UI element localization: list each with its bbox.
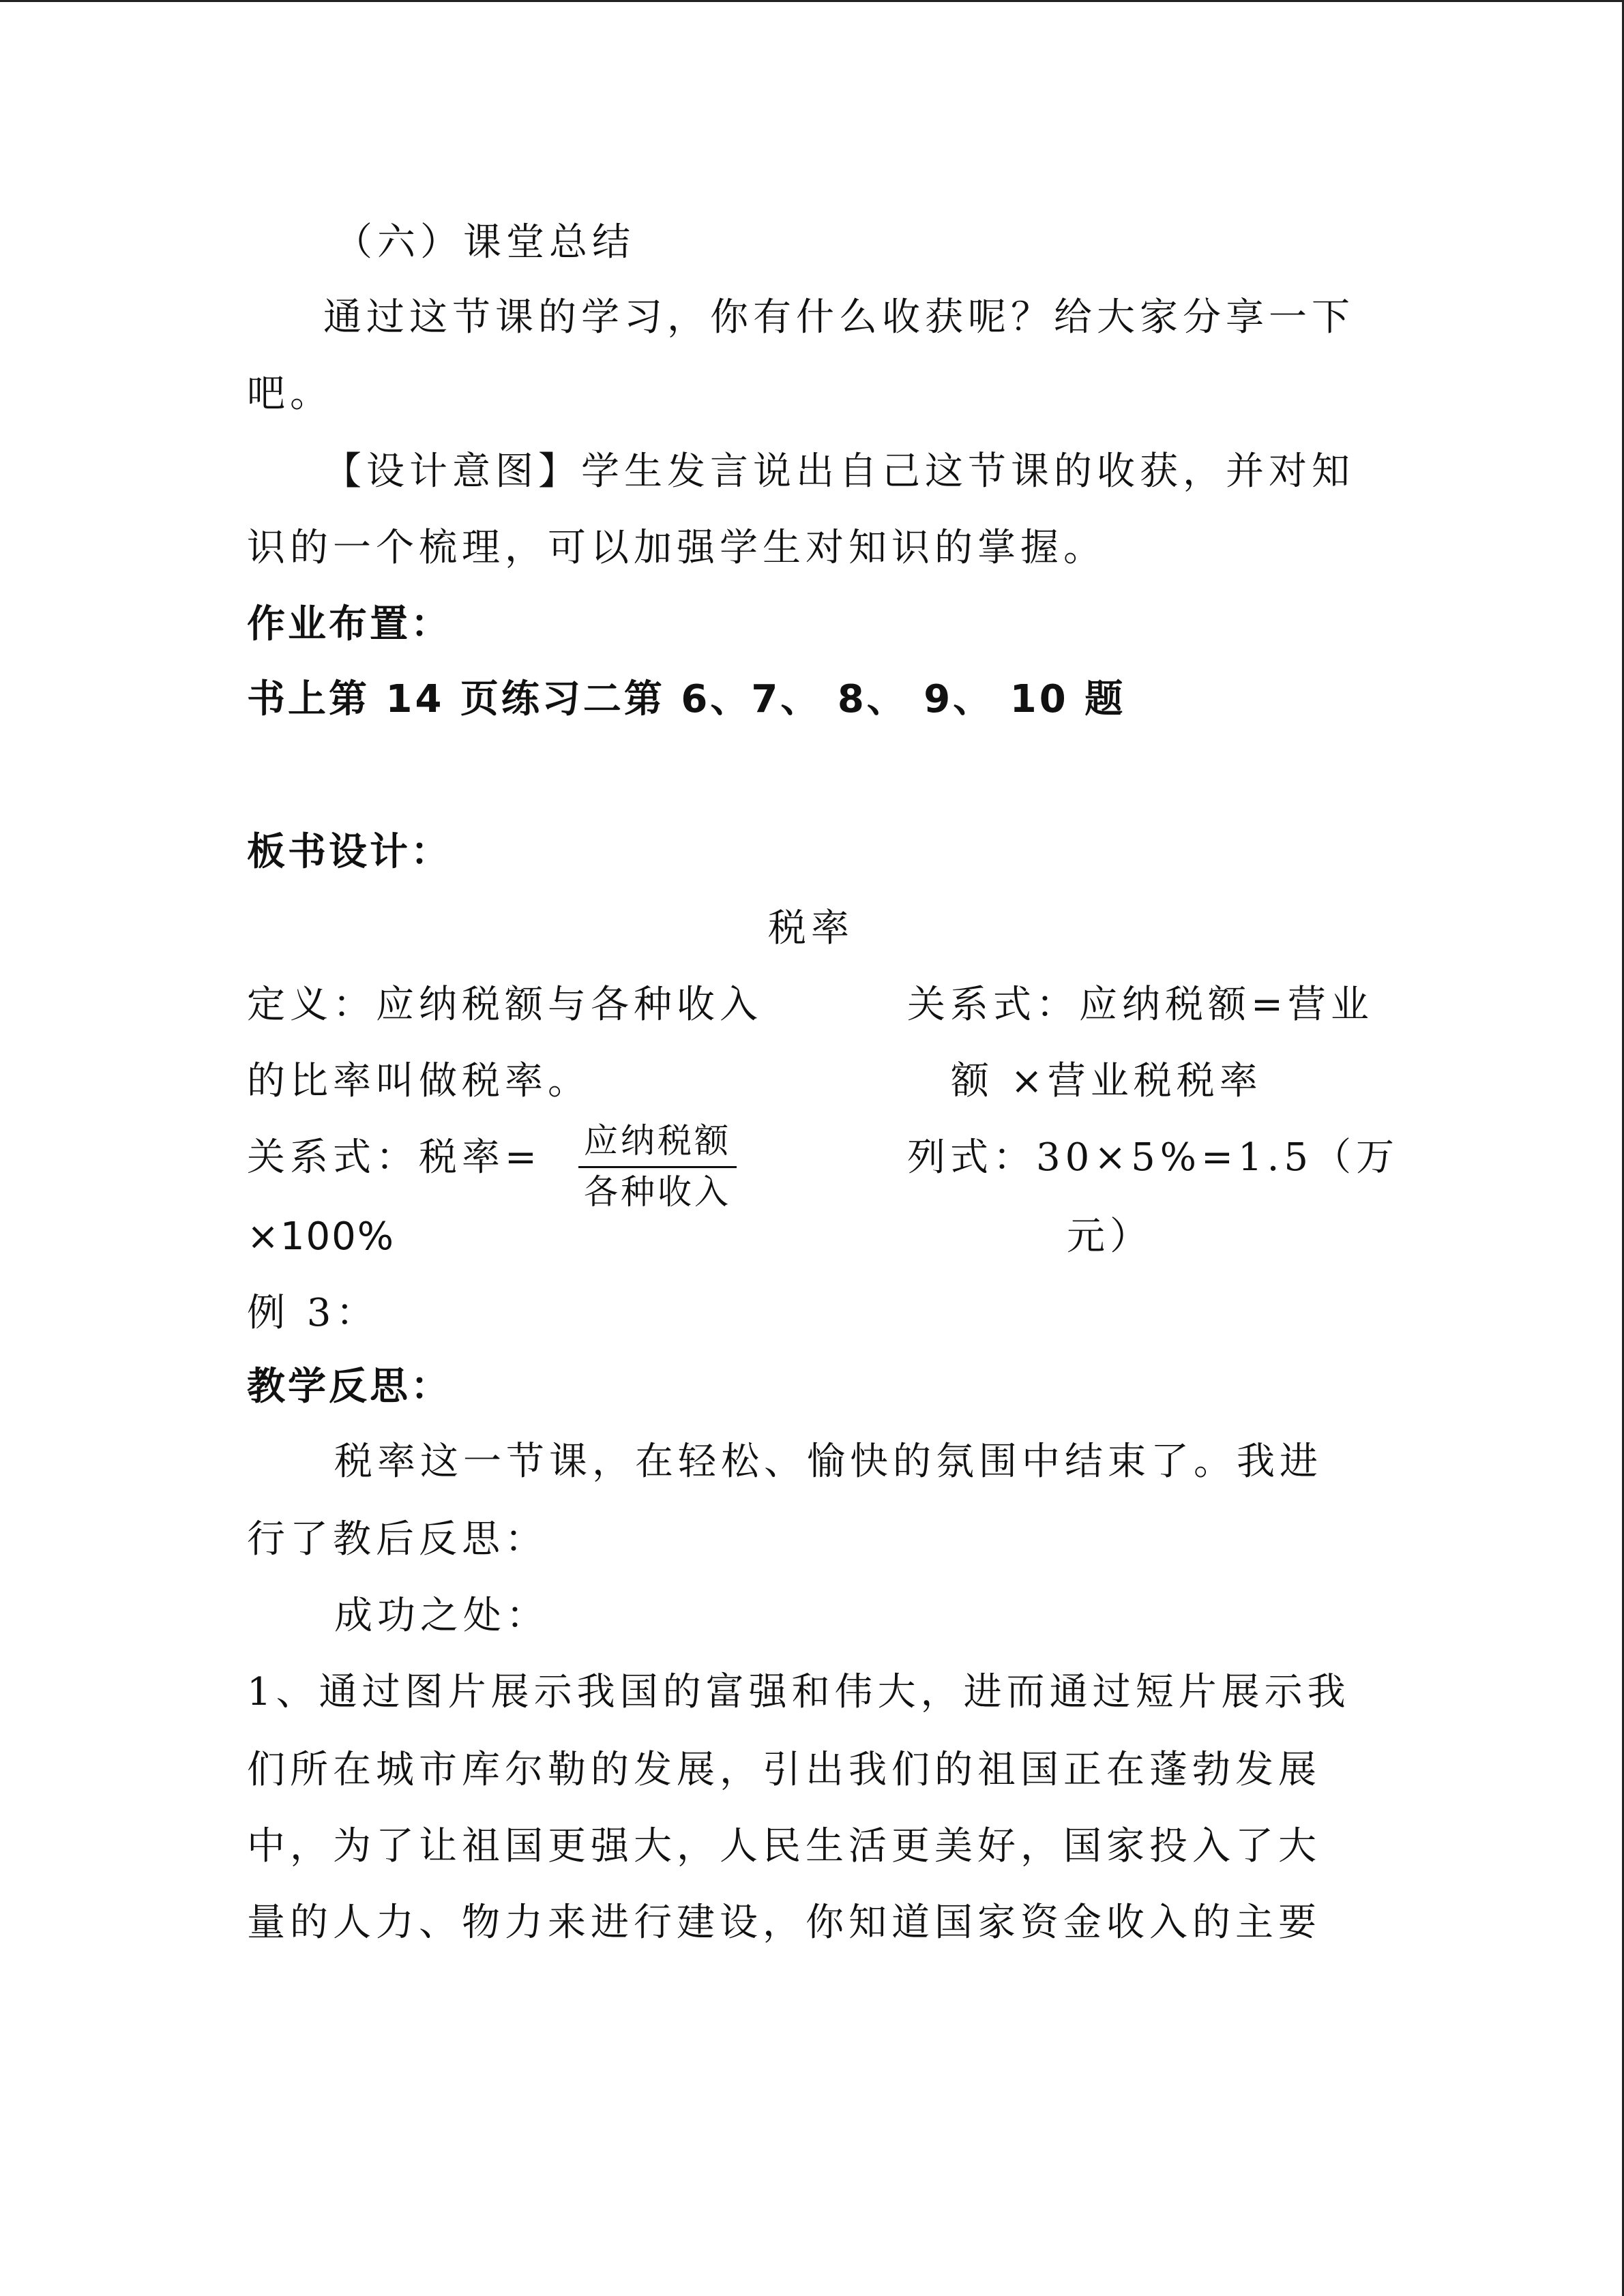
fraction-bar (578, 1166, 737, 1168)
board-definition-line2: 的比率叫做税率。 (247, 1059, 591, 1103)
board-calculation-line1: 列式：30×5%=1.5（万 (907, 1135, 1399, 1180)
reflection-intro-line2: 行了教后反思： (247, 1517, 548, 1562)
design-intent-line1: 【设计意图】学生发言说出自己这节课的收获，并对知 (323, 449, 1355, 494)
board-design-title: 板书设计： (247, 830, 452, 874)
board-formula-prefix: 关系式：税率= (247, 1135, 542, 1180)
board-topic: 税率 (768, 906, 854, 951)
fraction-denominator: 各种收入 (584, 1172, 731, 1212)
reflection-intro-line1: 税率这一节课，在轻松、愉快的氛围中结束了。我进 (334, 1440, 1323, 1484)
board-example-label: 例 3： (247, 1291, 379, 1335)
reflection-title: 教学反思： (247, 1365, 452, 1409)
success-point1-line3: 中，为了让祖国更强大，人民生活更美好，国家投入了大 (247, 1824, 1321, 1868)
success-heading: 成功之处： (334, 1594, 549, 1638)
board-formula-multiplier: ×100% (247, 1214, 396, 1259)
success-point1-line4: 量的人力、物力来进行建设，你知道国家资金收入的主要 (247, 1900, 1321, 1945)
board-definition-line1: 定义：应纳税额与各种收入 (247, 983, 763, 1027)
board-relation-line2: 额 ×营业税税率 (951, 1059, 1263, 1103)
board-calculation-line2: 元） (1067, 1214, 1153, 1259)
page-top-border (0, 0, 1624, 2)
tax-rate-fraction (578, 1121, 737, 1212)
summary-heading: （六）课堂总结 (334, 220, 635, 265)
board-relation-line1: 关系式：应纳税额=营业 (907, 983, 1374, 1027)
homework-content: 书上第 14 页练习二第 6、7、 8、 9、 10 题 (247, 677, 1126, 721)
summary-question-line2: 吧。 (247, 372, 333, 416)
success-point1-line1: 1、通过图片展示我国的富强和伟大，进而通过短片展示我 (247, 1670, 1350, 1714)
summary-question-line1: 通过这节课的学习，你有什么收获呢？给大家分享一下 (323, 295, 1355, 340)
fraction-numerator: 应纳税额 (584, 1121, 731, 1161)
homework-title: 作业布置： (247, 602, 452, 646)
design-intent-line2: 识的一个梳理，可以加强学生对知识的掌握。 (247, 526, 1106, 570)
success-point1-line2: 们所在城市库尔勒的发展，引出我们的祖国正在蓬勃发展 (247, 1748, 1321, 1792)
